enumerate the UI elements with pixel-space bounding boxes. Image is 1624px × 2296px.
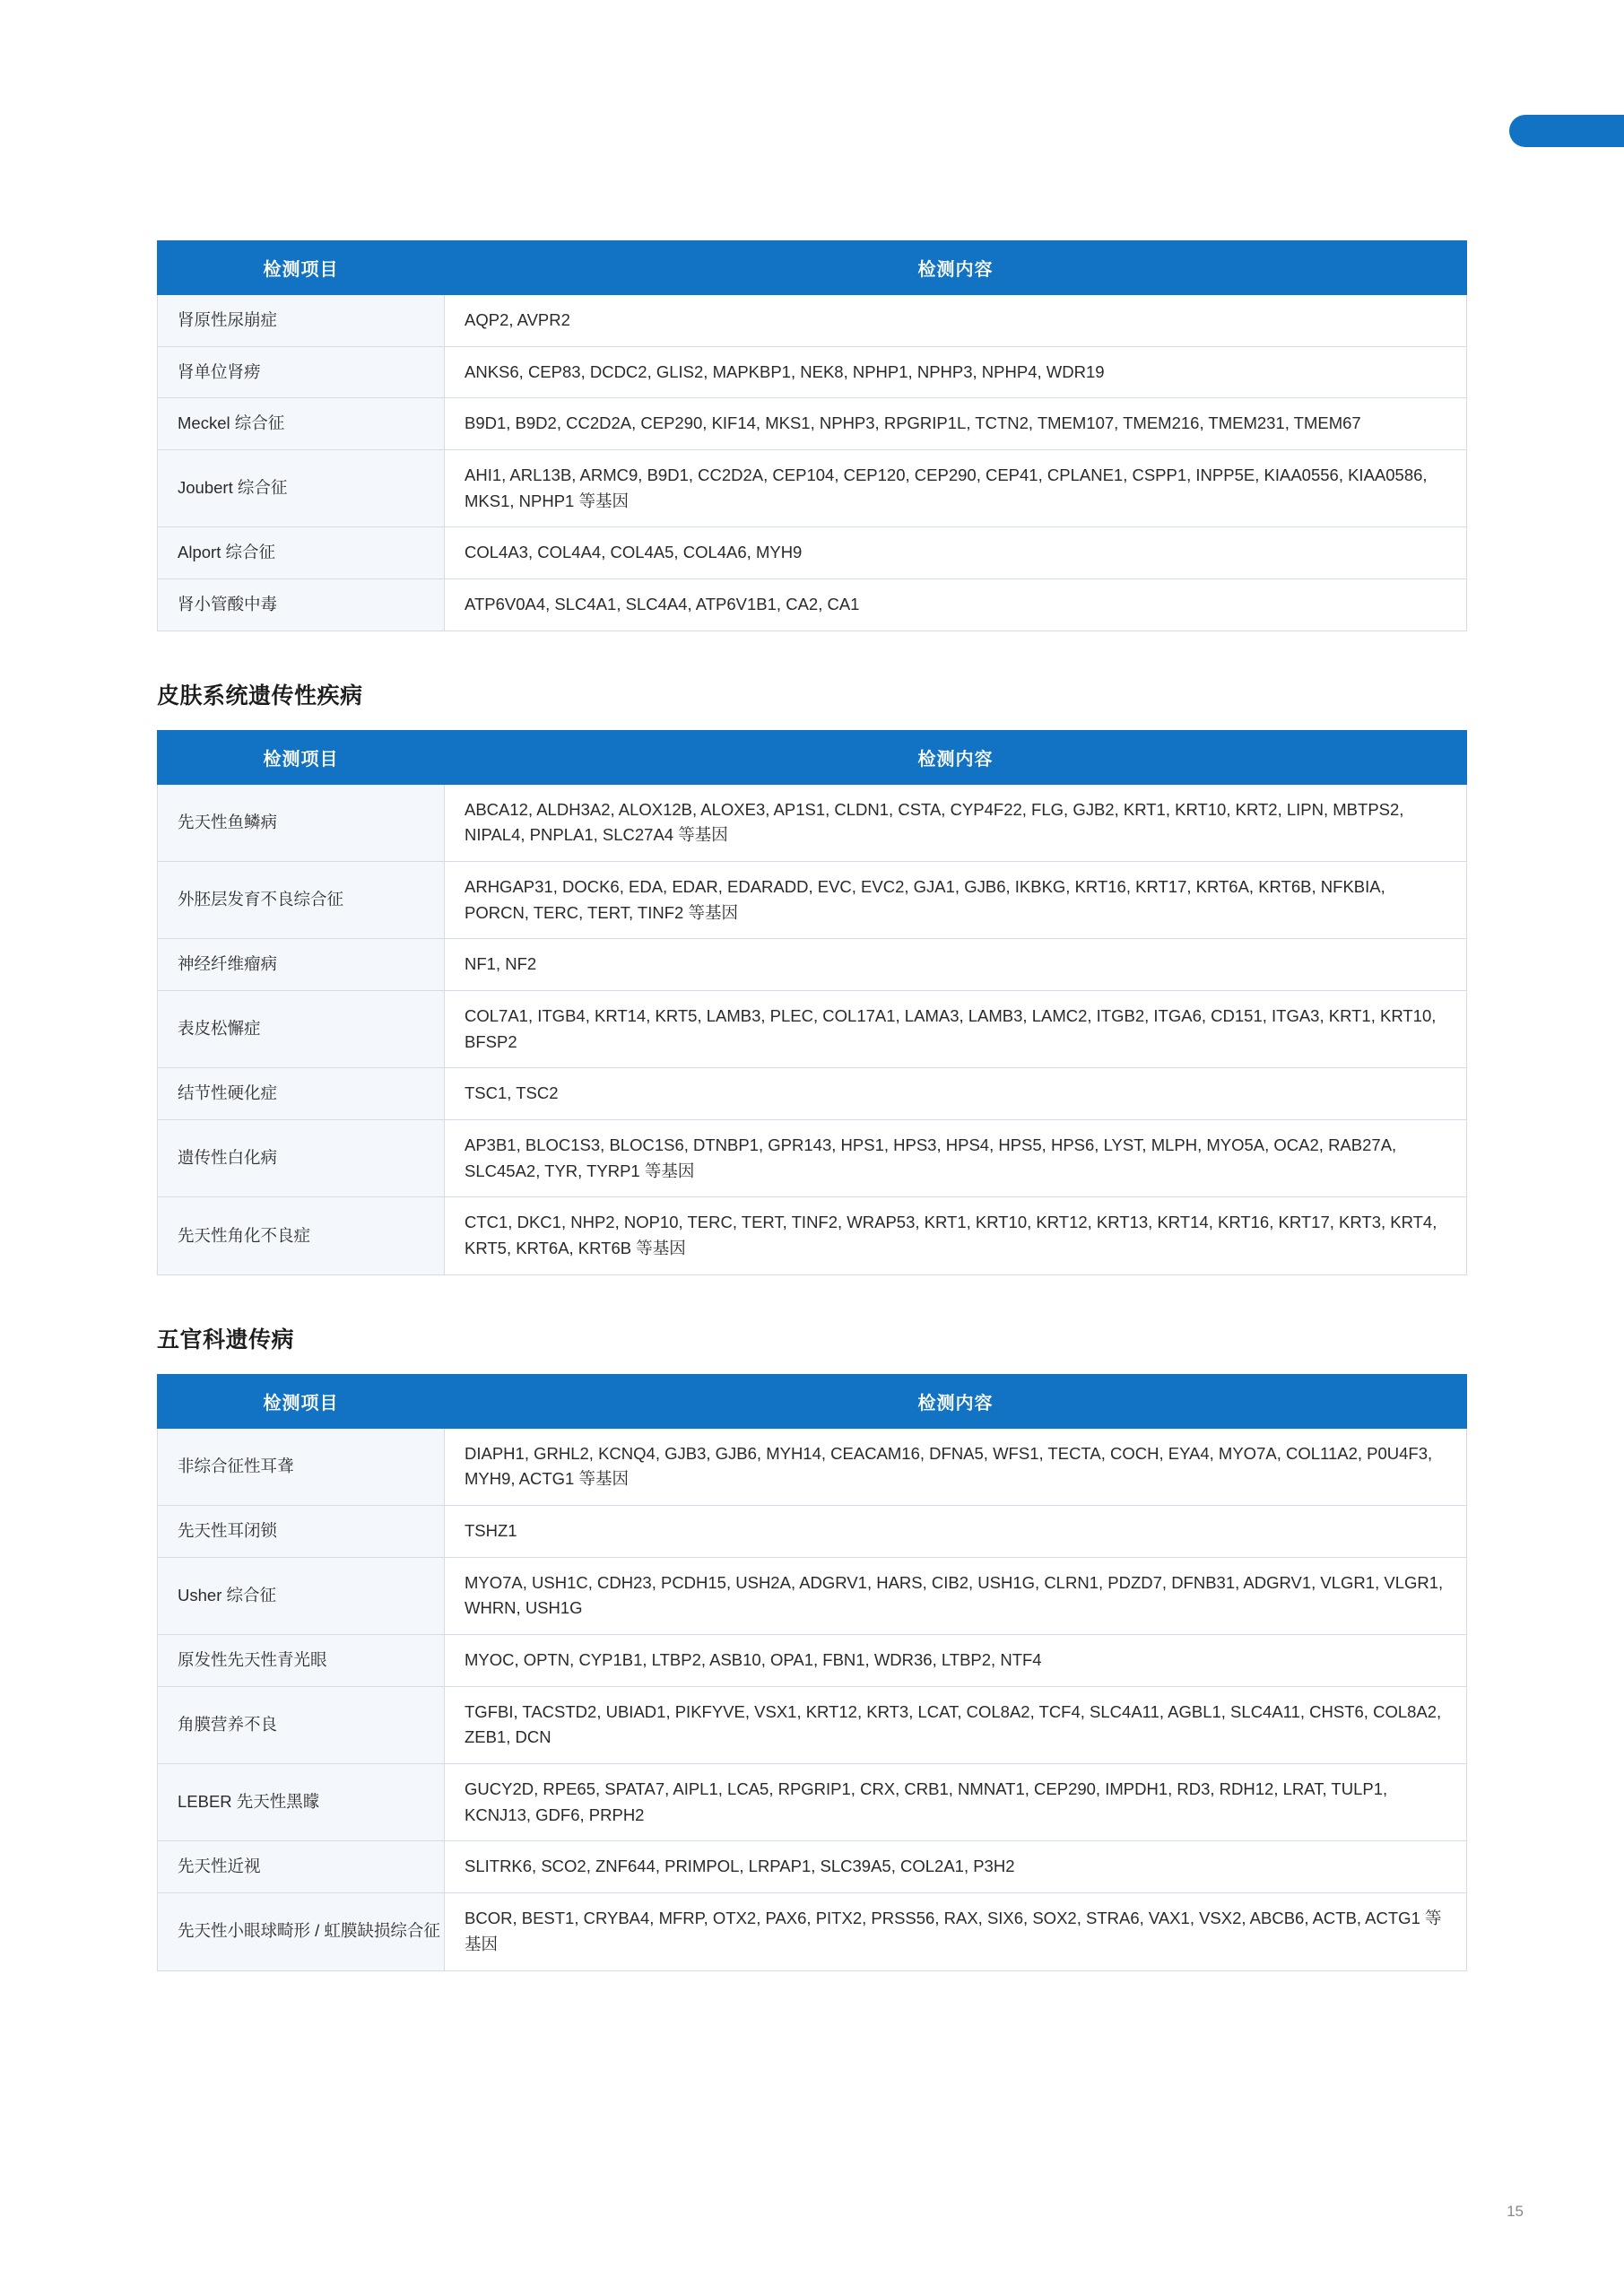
cell-item: 结节性硬化症 [158, 1068, 445, 1120]
table-header-row [158, 241, 1467, 295]
cell-item: LEBER 先天性黑矇 [158, 1764, 445, 1841]
cell-item: 先天性小眼球畸形 / 虹膜缺损综合征 [158, 1893, 445, 1970]
column-header-content: 检测内容 [445, 241, 1467, 295]
table-row [158, 1557, 1467, 1634]
table-row [158, 1635, 1467, 1687]
table-header-row [158, 730, 1467, 784]
table-row [158, 579, 1467, 631]
page-number: 15 [1507, 2203, 1524, 2220]
table-row [158, 527, 1467, 579]
cell-content: COL4A3, COL4A4, COL4A5, COL4A6, MYH9 [445, 527, 1467, 579]
page-corner-tab [1509, 115, 1624, 147]
cell-content: ABCA12, ALDH3A2, ALOX12B, ALOXE3, AP1S1, CLDN1, CSTA, CYP4F22, FLG, GJB2, KRT1, KRT10, KRT2, LIPN, MBTPS2, NIPAL4, PNPLA1, SLC27A4 等基因 [445, 784, 1467, 861]
cell-item: 肾小管酸中毒 [158, 579, 445, 631]
cell-content: TSC1, TSC2 [445, 1068, 1467, 1120]
cell-item: 非综合征性耳聋 [158, 1428, 445, 1505]
cell-item: 先天性近视 [158, 1841, 445, 1893]
cell-item: 遗传性白化病 [158, 1120, 445, 1197]
table-row [158, 1428, 1467, 1505]
cell-content: CTC1, DKC1, NHP2, NOP10, TERC, TERT, TINF2, WRAP53, KRT1, KRT10, KRT12, KRT13, KRT14, KRT16, KRT17, KRT3, KRT4, KRT5, KRT6A, KRT6B 等基因 [445, 1197, 1467, 1274]
table-row [158, 450, 1467, 527]
cell-item: 先天性角化不良症 [158, 1197, 445, 1274]
cell-item: 先天性鱼鳞病 [158, 784, 445, 861]
cell-content: COL7A1, ITGB4, KRT14, KRT5, LAMB3, PLEC, COL17A1, LAMA3, LAMB3, LAMC2, ITGB2, ITGA6, CD151, ITGA3, KRT1, KRT10, BFSP2 [445, 991, 1467, 1068]
table-row [158, 346, 1467, 398]
gene-table-renal [157, 240, 1467, 631]
cell-content: AP3B1, BLOC1S3, BLOC1S6, DTNBP1, GPR143, HPS1, HPS3, HPS4, HPS5, HPS6, LYST, MLPH, MYO5A, OCA2, RAB27A, SLC45A2, TYR, TYRP1 等基因 [445, 1120, 1467, 1197]
table-row [158, 1197, 1467, 1274]
table-row [158, 1764, 1467, 1841]
table-row [158, 939, 1467, 991]
section-title-skin: 皮肤系统遗传性疾病 [157, 683, 363, 709]
cell-item: Joubert 综合征 [158, 450, 445, 527]
table-row [158, 295, 1467, 347]
cell-content: DIAPH1, GRHL2, KCNQ4, GJB3, GJB6, MYH14, CEACAM16, DFNA5, WFS1, TECTA, COCH, EYA4, MYO7A, COL11A2, P0U4F3, MYH9, ACTG1 等基因 [445, 1428, 1467, 1505]
table-row [158, 1506, 1467, 1558]
table-row [158, 398, 1467, 450]
cell-content: BCOR, BEST1, CRYBA4, MFRP, OTX2, PAX6, PITX2, PRSS56, RAX, SIX6, SOX2, STRA6, VAX1, VSX2, ABCB6, ACTB, ACTG1 等基因 [445, 1893, 1467, 1970]
table-row [158, 1841, 1467, 1893]
column-header-content: 检测内容 [445, 1374, 1467, 1428]
cell-item: 角膜营养不良 [158, 1686, 445, 1763]
cell-content: SLITRK6, SCO2, ZNF644, PRIMPOL, LRPAP1, SLC39A5, COL2A1, P3H2 [445, 1841, 1467, 1893]
column-header-item: 检测项目 [158, 730, 445, 784]
section-ent-eye [157, 1322, 1466, 1971]
cell-item: 神经纤维瘤病 [158, 939, 445, 991]
cell-item: 肾原性尿崩症 [158, 295, 445, 347]
column-header-content: 检测内容 [445, 730, 1467, 784]
cell-content: B9D1, B9D2, CC2D2A, CEP290, KIF14, MKS1, NPHP3, RPGRIP1L, TCTN2, TMEM107, TMEM216, TMEM231, TMEM67 [445, 398, 1467, 450]
cell-item: 原发性先天性青光眼 [158, 1635, 445, 1687]
cell-item: Alport 综合征 [158, 527, 445, 579]
column-header-item: 检测项目 [158, 1374, 445, 1428]
cell-content: MYOC, OPTN, CYP1B1, LTBP2, ASB10, OPA1, FBN1, WDR36, LTBP2, NTF4 [445, 1635, 1467, 1687]
section-title-ent-eye: 五官科遗传病 [157, 1326, 295, 1352]
table-row [158, 784, 1467, 861]
cell-item: 先天性耳闭锁 [158, 1506, 445, 1558]
cell-content: ATP6V0A4, SLC4A1, SLC4A4, ATP6V1B1, CA2, CA1 [445, 579, 1467, 631]
page-content [157, 240, 1466, 2018]
table-row [158, 991, 1467, 1068]
table-row [158, 1120, 1467, 1197]
table-row [158, 1068, 1467, 1120]
table-row [158, 1893, 1467, 1970]
cell-content: NF1, NF2 [445, 939, 1467, 991]
cell-item: Meckel 综合征 [158, 398, 445, 450]
cell-content: TSHZ1 [445, 1506, 1467, 1558]
section-renal-continued [157, 240, 1466, 631]
table-row [158, 1686, 1467, 1763]
cell-content: TGFBI, TACSTD2, UBIAD1, PIKFYVE, VSX1, KRT12, KRT3, LCAT, COL8A2, TCF4, SLC4A11, AGBL1, SLC4A11, CHST6, COL8A2, ZEB1, DCN [445, 1686, 1467, 1763]
cell-content: MYO7A, USH1C, CDH23, PCDH15, USH2A, ADGRV1, HARS, CIB2, USH1G, CLRN1, PDZD7, DFNB31, ADGRV1, VLGR1, VLGR1, WHRN, USH1G [445, 1557, 1467, 1634]
table-row [158, 862, 1467, 939]
cell-content: GUCY2D, RPE65, SPATA7, AIPL1, LCA5, RPGRIP1, CRX, CRB1, NMNAT1, CEP290, IMPDH1, RD3, RDH12, LRAT, TULP1, KCNJ13, GDF6, PRPH2 [445, 1764, 1467, 1841]
cell-content: ARHGAP31, DOCK6, EDA, EDAR, EDARADD, EVC, EVC2, GJA1, GJB6, IKBKG, KRT16, KRT17, KRT6A, KRT6B, NFKBIA, PORCN, TERC, TERT, TINF2 等基因 [445, 862, 1467, 939]
column-header-item: 检测项目 [158, 241, 445, 295]
cell-content: AQP2, AVPR2 [445, 295, 1467, 347]
gene-table-skin [157, 730, 1467, 1275]
table-header-row [158, 1374, 1467, 1428]
cell-content: AHI1, ARL13B, ARMC9, B9D1, CC2D2A, CEP104, CEP120, CEP290, CEP41, CPLANE1, CSPP1, INPP5E, KIAA0556, KIAA0586, MKS1, NPHP1 等基因 [445, 450, 1467, 527]
cell-item: 肾单位肾痨 [158, 346, 445, 398]
cell-item: 外胚层发育不良综合征 [158, 862, 445, 939]
cell-item: Usher 综合征 [158, 1557, 445, 1634]
section-skin [157, 678, 1466, 1275]
cell-content: ANKS6, CEP83, DCDC2, GLIS2, MAPKBP1, NEK8, NPHP1, NPHP3, NPHP4, WDR19 [445, 346, 1467, 398]
cell-item: 表皮松懈症 [158, 991, 445, 1068]
gene-table-ent-eye [157, 1374, 1467, 1971]
